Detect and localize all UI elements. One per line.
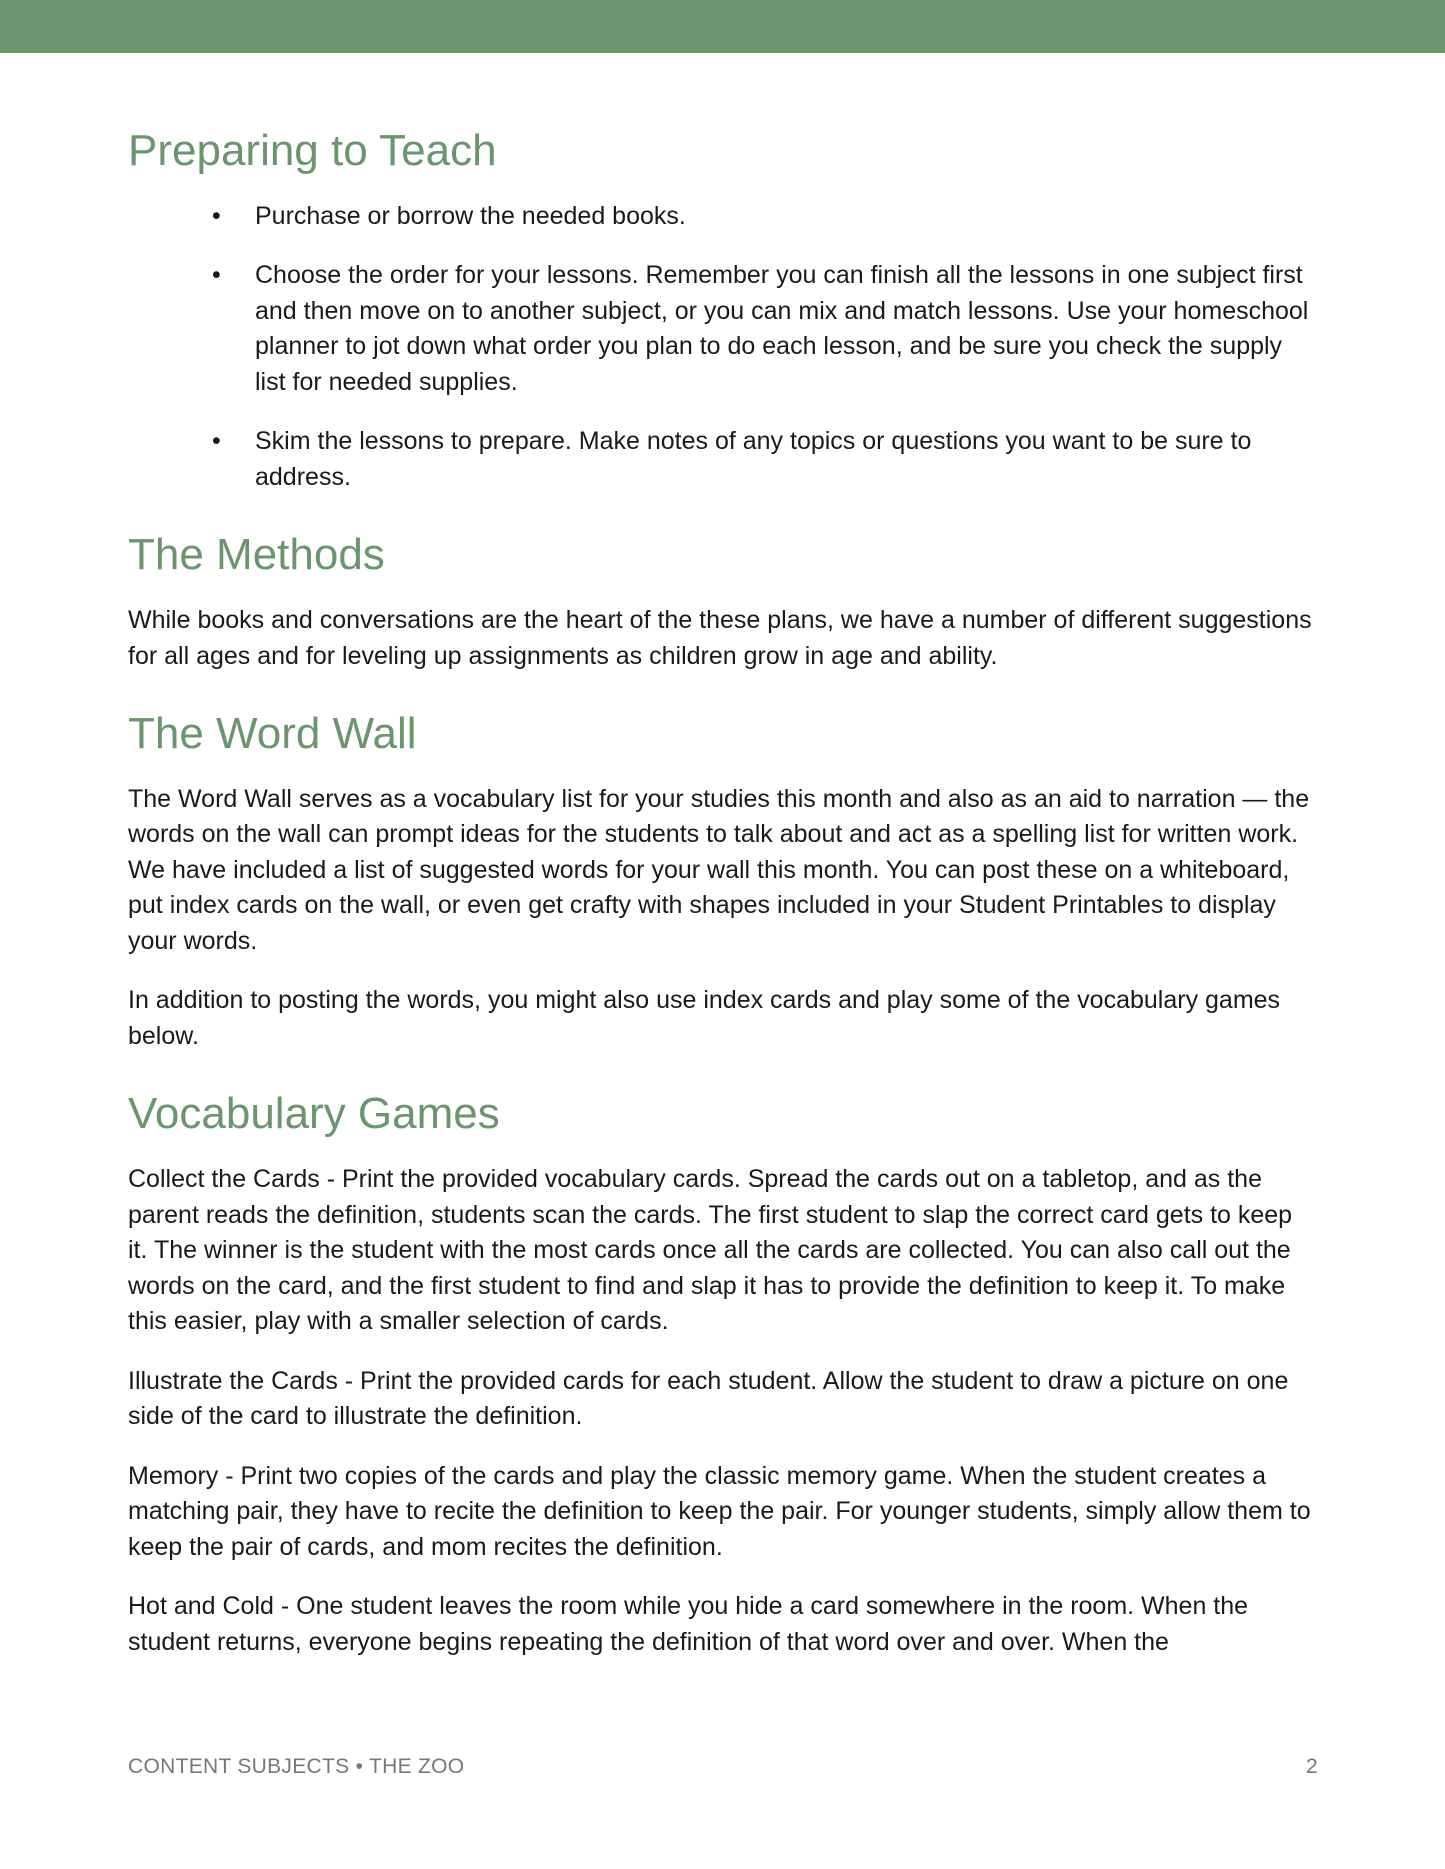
bullet-text: Choose the order for your lessons. Remember you can finish all the lessons in one subject first and then move on to another subject, or you can mix and match lessons. Use your homeschool planner to jot down what order you plan to do each lesson, and be sure you check the supply list for needed supplies. [255,261,1309,396]
vocab-game-paragraph: Illustrate the Cards - Print the provided cards for each student. Allow the student to draw a picture on one side of the card to illustrate the definition. [128,1366,1289,1431]
heading-the-methods: The Methods [128,530,385,580]
bullet-icon: • [212,201,221,230]
word-wall-paragraph: The Word Wall serves as a vocabulary list for your studies this month and also as an aid to narration — the words on the wall can prompt ideas for the students to talk about and act as a spelling list for written work. We have included a list of suggested words for your wall this month. You can post these on a whiteboard, put index cards on the wall, or even get crafty with shapes included in your Student Printables to display your words. [128,784,1310,955]
heading-word-wall: The Word Wall [128,709,417,759]
bullet-item [128,199,1318,235]
preparing-bullet-list [128,199,1318,496]
footer-section-title: CONTENT SUBJECTS • THE ZOO [128,1755,465,1778]
page-content [128,125,1318,1660]
methods-paragraph: While books and conversations are the heart of the these plans, we have a number of different suggestions for all ages and for leveling up assignments as children grow in age and ability. [128,606,1312,670]
footer-page-number: 2 [1306,1755,1318,1778]
heading-vocabulary-games: Vocabulary Games [128,1089,500,1139]
bullet-text: Purchase or borrow the needed books. [255,201,686,230]
vocab-game-paragraph: Memory - Print two copies of the cards and play the classic memory game. When the student creates a matching pair, they have to recite the definition to keep the pair. For younger students, simply allow them to keep the pair of cards, and mom recites the definition. [128,1461,1311,1561]
bullet-icon: • [212,261,221,290]
word-wall-paragraph: In addition to posting the words, you might also use index cards and play some of the vocabulary games below. [128,986,1281,1050]
header-bar [0,0,1445,53]
bullet-icon: • [212,427,221,456]
vocab-game-paragraph: Collect the Cards - Print the provided vocabulary cards. Spread the cards out on a tabletop, and as the parent reads the definition, students scan the cards. The first student to slap the correct card gets to keep it. The winner is the student with the most cards once all the cards are collected. You can also call out the words on the card, and the first student to find and slap it has to provide the definition to keep it. To make this easier, play with a smaller selection of cards. [128,1165,1293,1336]
bullet-item [128,424,1318,495]
bullet-item [128,258,1318,400]
vocab-game-paragraph: Hot and Cold - One student leaves the room while you hide a card somewhere in the room. When the student returns, everyone begins repeating the definition of that word over and over. When the [128,1592,1249,1656]
bullet-text: Skim the lessons to prepare. Make notes of any topics or questions you want to be sure to address. [255,427,1252,491]
heading-preparing-to-teach: Preparing to Teach [128,126,497,175]
